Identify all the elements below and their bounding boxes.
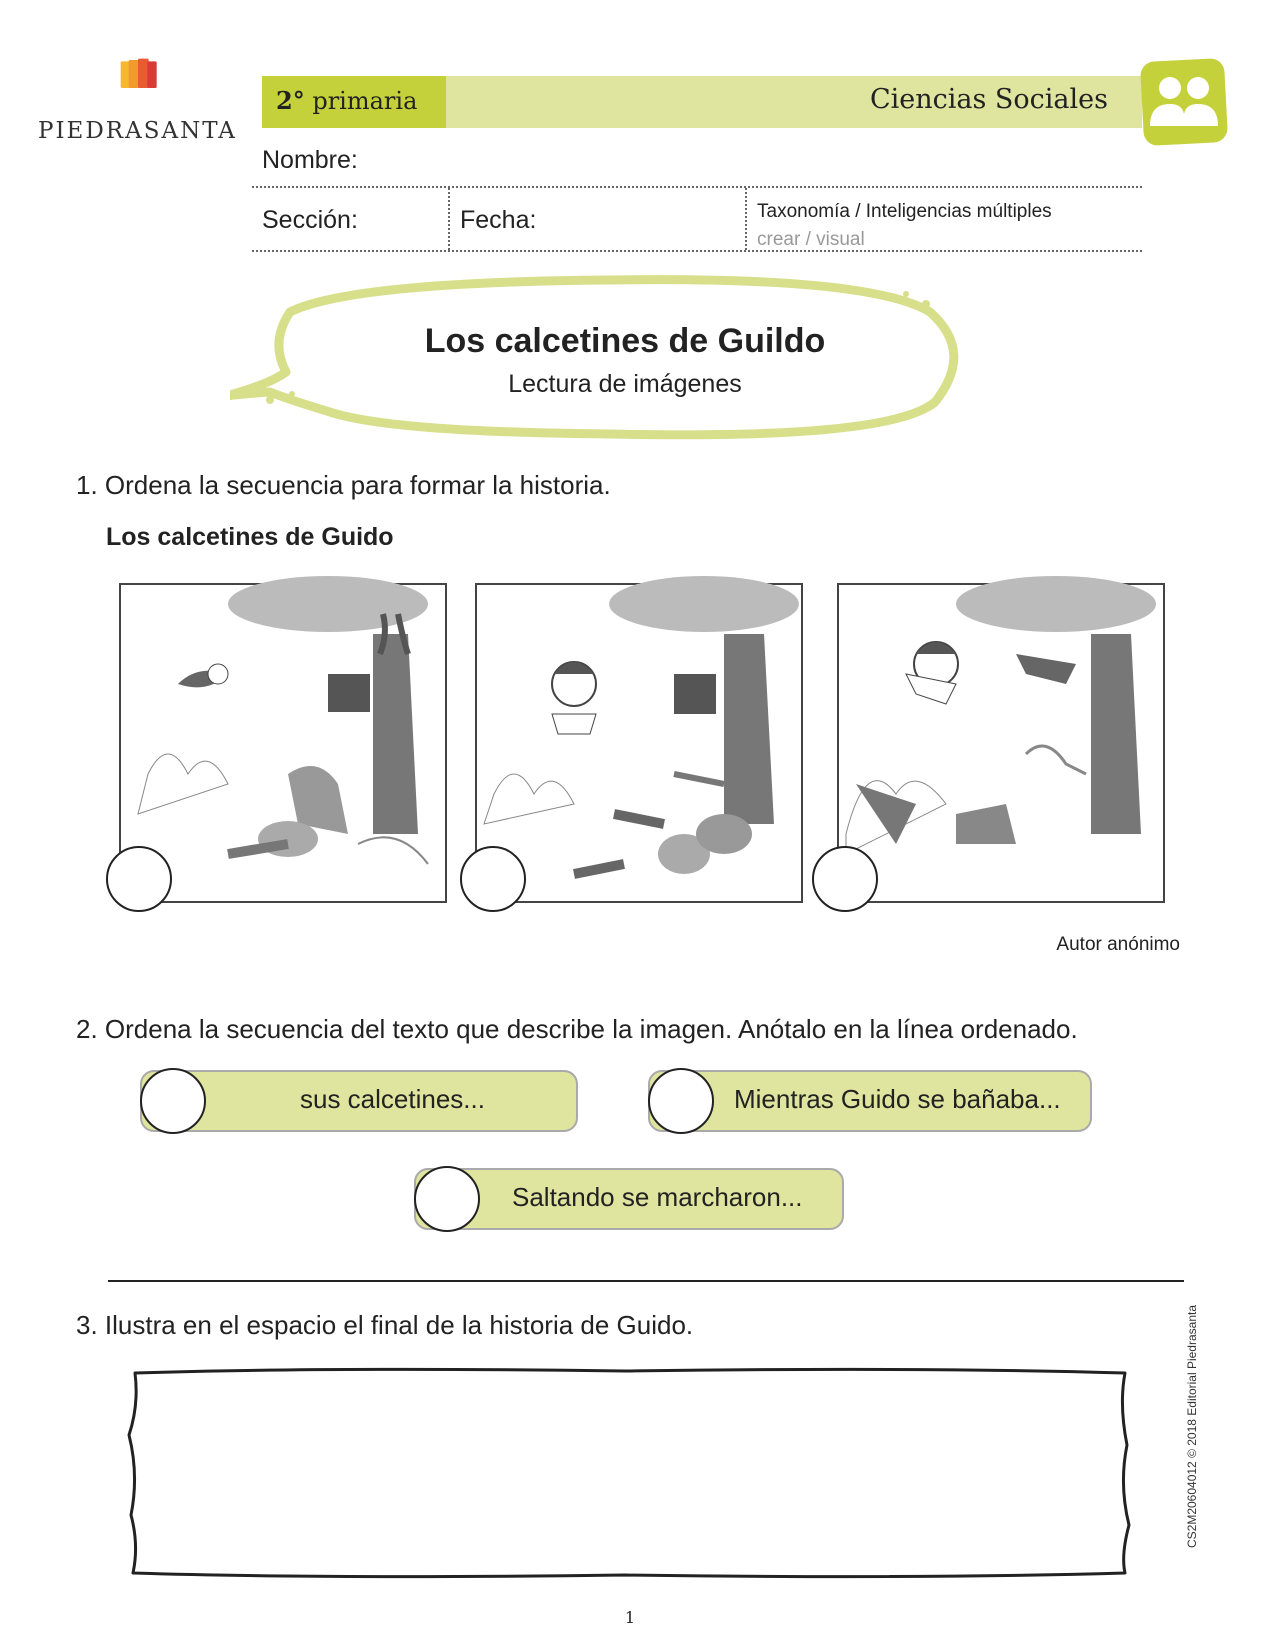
page-title: Los calcetines de Guildo [424,322,826,360]
drawing-area[interactable] [125,1365,1135,1580]
form-divider [745,188,747,250]
people-icon [1138,56,1230,148]
sequence-option-text: Saltando se marcharon... [512,1182,803,1212]
name-label: Nombre: [262,146,358,174]
author-credit: Autor anónimo [1056,934,1180,955]
order-circle-1[interactable] [106,846,172,912]
story-title: Los calcetines de Guido [106,523,394,551]
question-3: 3. Ilustra en el espacio el final de la historia de Guido. [76,1310,694,1340]
page-subtitle: Lectura de imágenes [508,370,742,398]
story-panel-3 [836,574,1166,904]
taxonomy-values: crear / visual [757,229,865,250]
title-bubble [230,272,990,452]
story-panel-1 [118,574,448,904]
form-divider [448,188,450,250]
form-bottom-line [252,250,1142,252]
date-label: Fecha: [460,206,537,234]
order-circle-3[interactable] [812,846,878,912]
sequence-answer-circle[interactable] [648,1068,714,1134]
sequence-answer-circle[interactable] [140,1068,206,1134]
story-panel-2 [474,574,804,904]
logo-text: PIEDRASANTA [38,118,237,144]
order-circle-2[interactable] [460,846,526,912]
question-2: 2. Ordena la secuencia del texto que describe la imagen. Anótalo en la línea ordenado. [76,1014,1078,1044]
grade-text: primaria [312,87,418,115]
question-1: 1. Ordena la secuencia para formar la historia. [76,470,611,500]
page-number: 1 [624,1608,636,1627]
answer-line[interactable] [108,1280,1184,1282]
grade-label [276,86,417,115]
section-label: Sección: [262,206,358,234]
logo-icon [38,56,238,116]
sequence-option-text: sus calcetines... [300,1084,485,1114]
subject-title: Ciencias Sociales [869,84,1108,115]
sequence-answer-circle[interactable] [414,1166,480,1232]
side-code: CS2M20604012 © 2018 Editorial Piedrasanta [1185,1305,1199,1548]
sequence-option-text: Mientras Guido se bañaba... [734,1084,1061,1114]
grade-number: 2° [276,86,305,115]
taxonomy-label: Taxonomía / Inteligencias múltiples [757,201,1052,222]
name-line [252,186,1142,188]
